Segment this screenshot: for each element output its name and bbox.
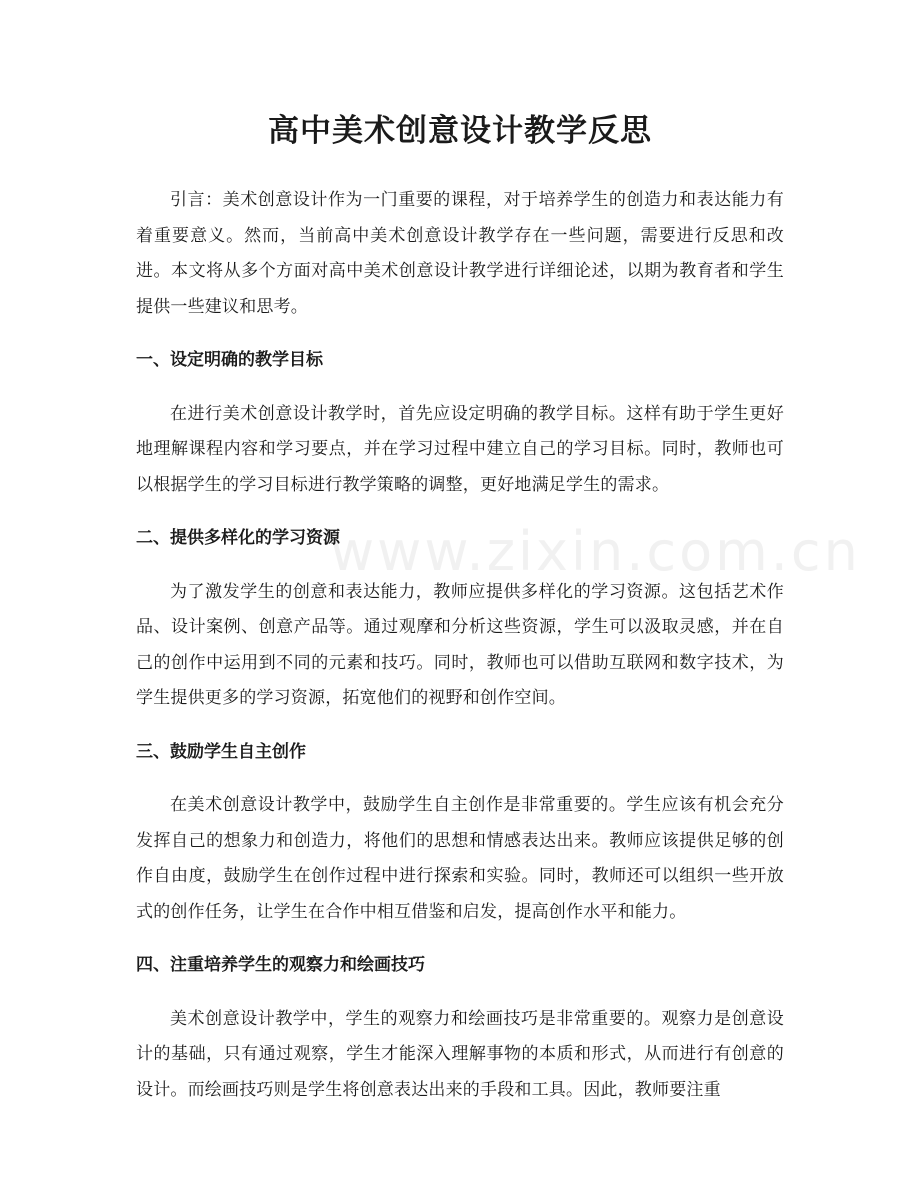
page-title: 高中美术创意设计教学反思 bbox=[268, 113, 652, 149]
section-heading: 二、提供多样化的学习资源 bbox=[136, 528, 340, 548]
section-4 bbox=[136, 948, 784, 1108]
section-heading: 四、注重培养学生的观察力和绘画技巧 bbox=[136, 955, 425, 975]
document-body bbox=[136, 183, 784, 1108]
section-1 bbox=[136, 343, 784, 503]
section-heading: 三、鼓励学生自主创作 bbox=[136, 741, 306, 762]
section-2 bbox=[136, 521, 784, 717]
section-paragraph: 在美术创意设计教学中，鼓励学生自主创作是非常重要的。学生应该有机会充分发挥自己的想象力和创造力，将他们的思想和情感表达出来。教师应该提供足够的创作自由度，鼓励学生在创作过程中进行探索和实验。同时，教师还可以组织一些开放式的创作任务，让学生在合作中相互借鉴和启发，提高创作水平和能力。 bbox=[136, 795, 784, 922]
section-paragraph: 在进行美术创意设计教学时，首先应设定明确的教学目标。这样有助于学生更好地理解课程内容和学习要点，并在学习过程中建立自己的学习目标。同时，教师也可以根据学生的学习目标进行教学策略的调整，更好地满足学生的需求。 bbox=[136, 403, 784, 495]
watermark: www.zixin.com.cn bbox=[330, 520, 861, 583]
section-3 bbox=[136, 735, 784, 931]
section-paragraph: 美术创意设计教学中，学生的观察力和绘画技巧是非常重要的。观察力是创意设计的基础，只有通过观察，学生才能深入理解事物的本质和形式，从而进行有创意的设计。而绘画技巧则是学生将创意表达出来的手段和工具。因此，教师要注重 bbox=[136, 1008, 784, 1100]
intro-paragraph: 引言：美术创意设计作为一门重要的课程，对于培养学生的创造力和表达能力有着重要意义。然而，当前高中美术创意设计教学存在一些问题，需要进行反思和改进。本文将从多个方面对高中美术创意设计教学进行详细论述，以期为教育者和学生提供一些建议和思考。 bbox=[136, 190, 784, 317]
section-paragraph: 为了激发学生的创意和表达能力，教师应提供多样化的学习资源。这包括艺术作品、设计案例、创意产品等。通过观摩和分析这些资源，学生可以汲取灵感，并在自己的创作中运用到不同的元素和技巧。同时，教师也可以借助互联网和数字技术，为学生提供更多的学习资源，拓宽他们的视野和创作空间。 bbox=[136, 581, 784, 708]
section-heading: 一、设定明确的教学目标 bbox=[136, 350, 323, 370]
